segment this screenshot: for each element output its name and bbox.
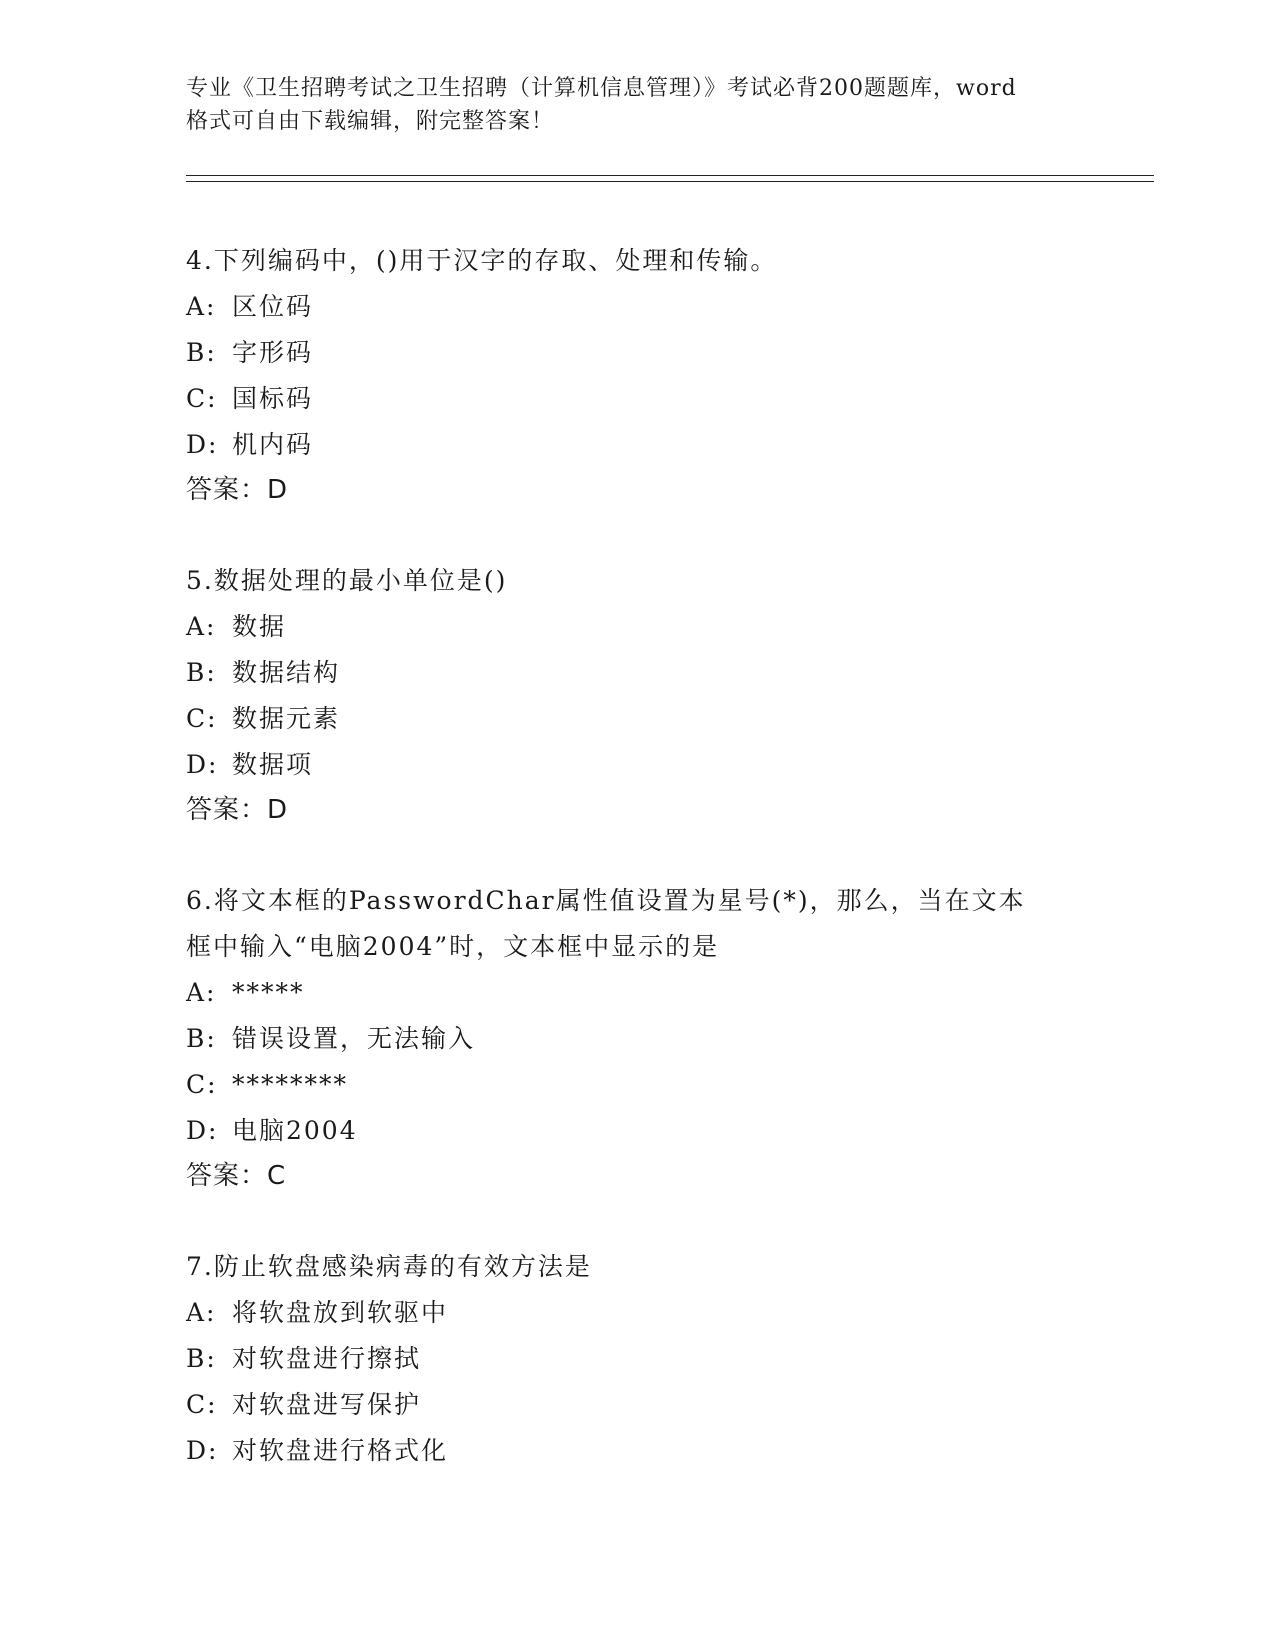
answer-option [186,1290,1086,1336]
answer-option [186,742,1086,788]
header-line-2: 格式可自由下载编辑，附完整答案！ [186,109,555,134]
option-letter: D: [186,1436,219,1465]
option-letter: C: [186,704,218,733]
option-letter: A: [186,612,217,641]
option-letter: C: [186,1070,218,1099]
answer-key: 答案：D [186,475,289,505]
option-letter: A: [186,1298,217,1327]
option-text: 电脑2004 [232,1116,358,1145]
answer-option [186,1336,1086,1382]
question-stem: 6.将文本框的PasswordChar属性值设置为星号(*)，那么，当在文本 [186,886,1026,915]
option-letter: D: [186,750,219,779]
answer-option [186,376,1086,422]
question-block [186,558,1086,832]
option-text: 数据结构 [232,658,341,687]
header-divider-top [186,175,1154,176]
question-block [186,878,1086,1198]
answer-option [186,422,1086,468]
question-block [186,238,1086,512]
option-text: ******** [232,1070,348,1099]
answer-option [186,1016,1086,1062]
option-text: 错误设置，无法输入 [232,1024,476,1053]
option-letter: A: [186,292,217,321]
answer-key: 答案：D [186,795,289,825]
answer-option [186,284,1086,330]
option-letter: B: [186,1024,217,1053]
option-text: 国标码 [232,384,314,413]
answer-key: 答案：C [186,1161,287,1191]
option-letter: B: [186,658,217,687]
question-list [186,238,1086,1520]
option-letter: D: [186,1116,219,1145]
option-letter: D: [186,430,219,459]
option-letter: B: [186,338,217,367]
answer-option [186,650,1086,696]
option-text: 数据 [232,612,287,641]
answer-option [186,1062,1086,1108]
option-letter: C: [186,1390,218,1419]
option-text: 字形码 [232,338,314,367]
answer-option [186,1382,1086,1428]
header-line-1: 专业《卫生招聘考试之卫生招聘（计算机信息管理）》考试必背200题题库，word [186,76,1017,101]
question-stem: 4.下列编码中，()用于汉字的存取、处理和传输。 [186,246,778,275]
answer-option [186,1428,1086,1474]
option-letter: C: [186,384,218,413]
answer-option [186,696,1086,742]
option-text: 对软盘进写保护 [232,1390,422,1419]
option-text: 将软盘放到软驱中 [232,1298,449,1327]
question-stem: 5.数据处理的最小单位是() [186,566,508,595]
option-letter: A: [186,978,217,1007]
answer-option [186,1108,1086,1154]
document-header [186,72,1086,138]
answer-option [186,970,1086,1016]
option-text: 对软盘进行擦拭 [232,1344,422,1373]
answer-option [186,330,1086,376]
question-block [186,1244,1086,1474]
option-text: 对软盘进行格式化 [232,1436,449,1465]
answer-option [186,604,1086,650]
option-text: 数据项 [232,750,314,779]
option-text: 区位码 [232,292,314,321]
question-stem: 7.防止软盘感染病毒的有效方法是 [186,1252,592,1281]
option-letter: B: [186,1344,217,1373]
option-text: 数据元素 [232,704,341,733]
option-text: 机内码 [232,430,314,459]
question-stem: 框中输入“电脑2004”时，文本框中显示的是 [186,932,720,961]
option-text: ***** [232,978,305,1007]
header-divider-bottom [186,181,1154,182]
